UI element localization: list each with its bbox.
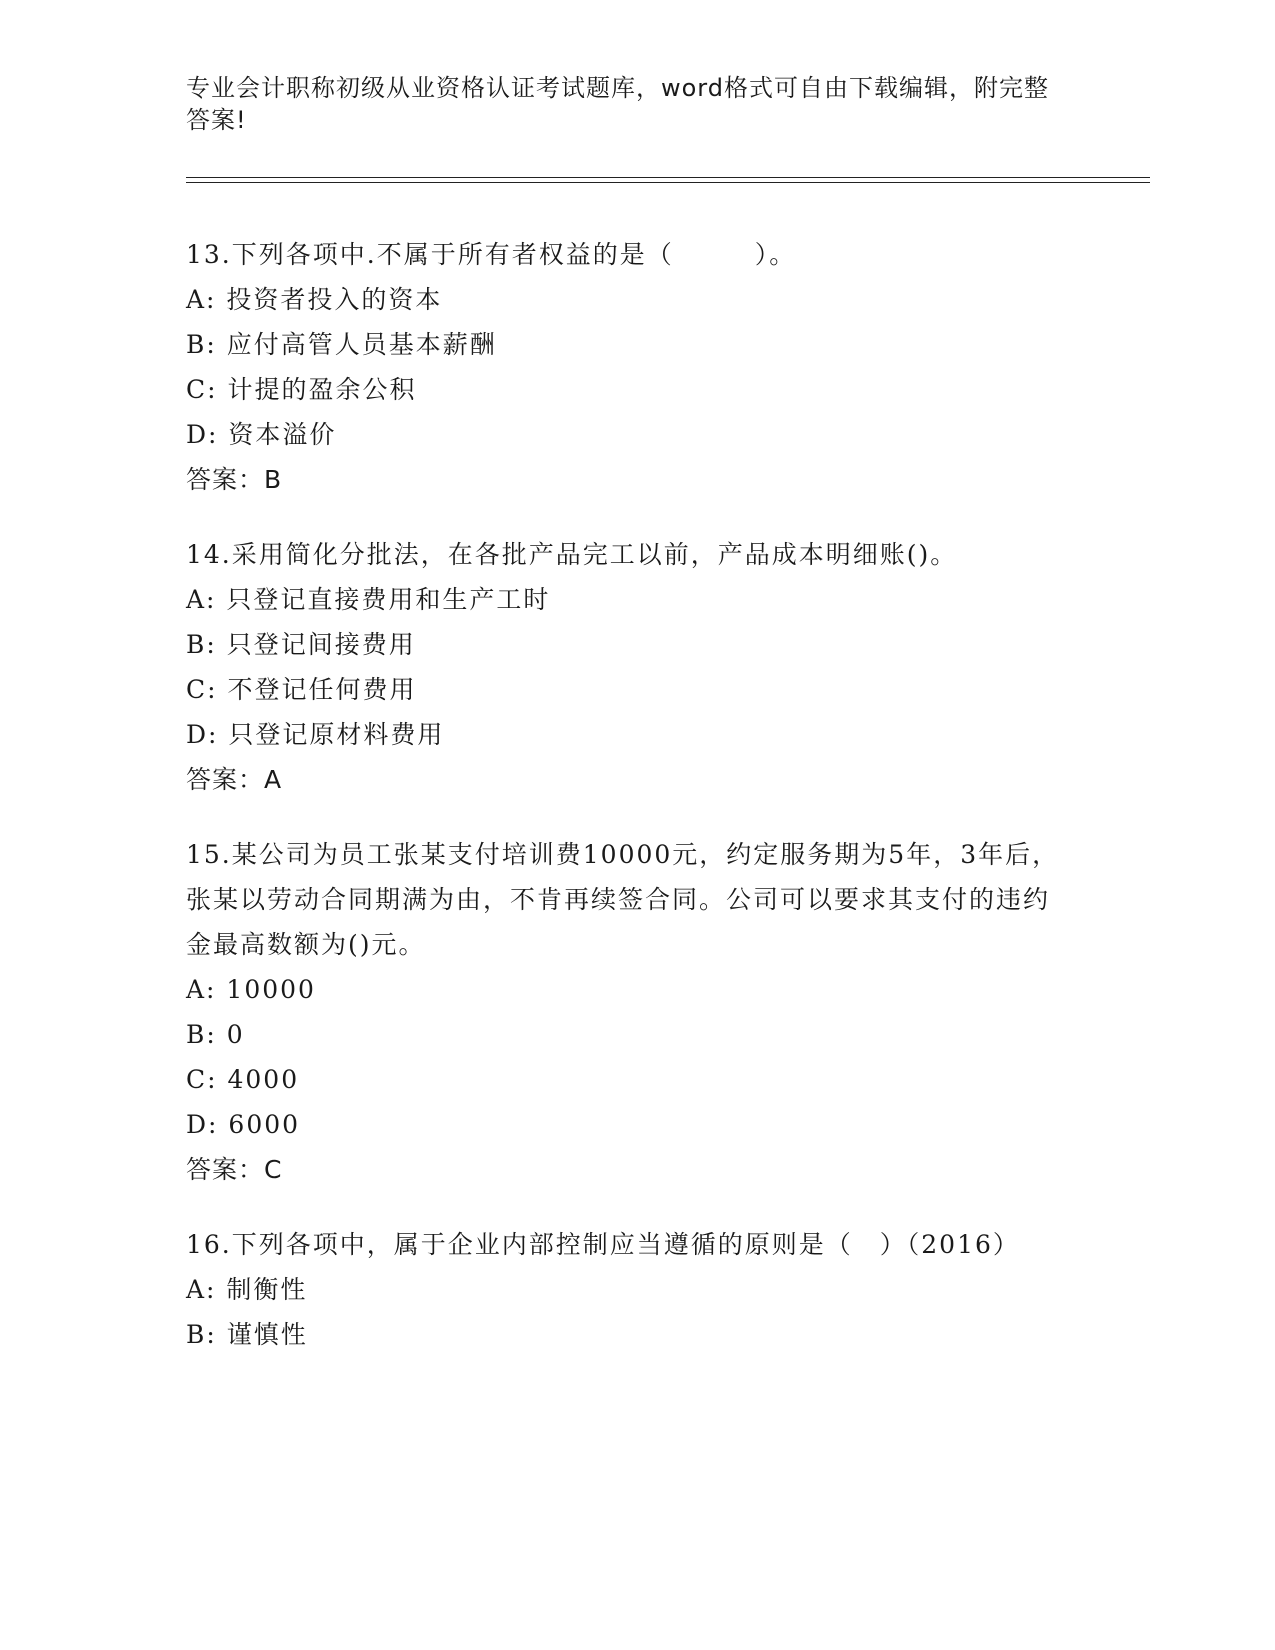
option-c: C: 4000: [186, 1065, 300, 1094]
option-d: D: 只登记原材料费用: [186, 720, 445, 749]
question-text: 16.下列各项中，属于企业内部控制应当遵循的原则是（ ）（2016）: [186, 1230, 1020, 1259]
option-a: A: 投资者投入的资本: [186, 285, 443, 314]
answer: 答案：B: [186, 465, 283, 494]
option-b: B: 应付高管人员基本薪酬: [186, 330, 497, 359]
header-divider-bottom: [186, 182, 1150, 183]
option-b: B: 0: [186, 1020, 245, 1049]
question-15: [186, 832, 1066, 1192]
option-a: A: 只登记直接费用和生产工时: [186, 585, 551, 614]
answer: 答案：C: [186, 1155, 283, 1184]
answer: 答案：A: [186, 765, 283, 794]
question-text: 15.某公司为员工张某支付培训费10000元，约定服务期为5年，3年后，张某以劳动合同期满为由，不肯再续签合同。公司可以要求其支付的违约金最高数额为()元。: [186, 840, 1060, 959]
question-text: 14.采用简化分批法，在各批产品完工以前，产品成本明细账()。: [186, 540, 958, 569]
header-divider-top: [186, 177, 1150, 178]
header-text: 专业会计职称初级从业资格认证考试题库，word格式可自由下载编辑，附完整答案!: [186, 74, 1049, 134]
option-a: A: 制衡性: [186, 1275, 308, 1304]
question-text: 13.下列各项中.不属于所有者权益的是（ ）。: [186, 240, 797, 269]
question-16: [186, 1222, 1066, 1357]
option-b: B: 谨慎性: [186, 1320, 308, 1349]
option-d: D: 资本溢价: [186, 420, 337, 449]
question-14: [186, 532, 1066, 802]
option-c: C: 不登记任何费用: [186, 675, 417, 704]
option-c: C: 计提的盈余公积: [186, 375, 417, 404]
question-list: [186, 232, 1066, 1387]
option-b: B: 只登记间接费用: [186, 630, 416, 659]
option-a: A: 10000: [186, 975, 316, 1004]
option-d: D: 6000: [186, 1110, 301, 1139]
question-13: [186, 232, 1066, 502]
